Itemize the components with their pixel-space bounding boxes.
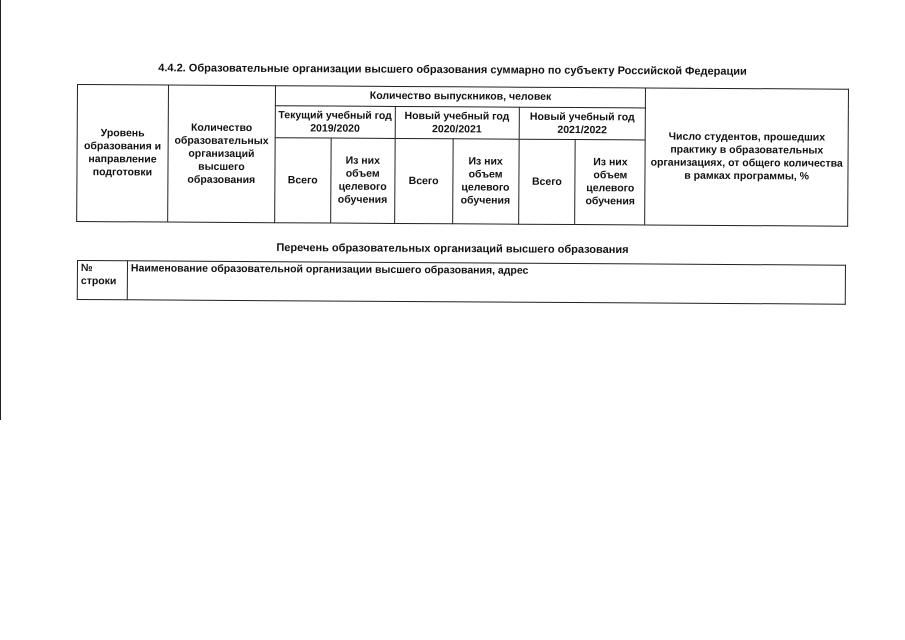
header-year-1: Текущий учебный год 2019/2020 — [275, 106, 395, 139]
header-year-3: Новый учебный год 2021/2022 — [519, 107, 646, 140]
header-row-number: № строки — [77, 261, 127, 300]
header-year-3-targeted: Из них объем целевого обучения — [575, 140, 645, 225]
header-year-2-total: Всего — [394, 139, 452, 224]
summary-table — [76, 84, 849, 227]
header-level: Уровень образования и направление подготовки — [77, 85, 169, 223]
header-year-3-total: Всего — [518, 140, 575, 225]
header-organization-name: Наименование образовательной организации высшего образования, адрес — [127, 261, 845, 304]
organizations-list-table — [77, 260, 846, 305]
header-year-1-targeted: Из них объем целевого обучения — [330, 138, 394, 223]
header-year-1-total: Всего — [275, 138, 331, 223]
header-year-2: Новый учебный год 2020/2021 — [395, 107, 519, 140]
section-title: 4.4.2. Образовательные организации высшего образования суммарно по субъекту Российской Федерации — [158, 62, 747, 78]
list-title: Перечень образовательных организаций высшего образования — [276, 241, 629, 257]
header-year-2-targeted: Из них объем целевого обучения — [452, 139, 518, 224]
header-students-practice: Число студентов, прошедших практику в образовательных организациях, от общего количества в рамках программы, % — [645, 88, 848, 226]
header-org-count: Количество образовательных организаций высшего образования — [168, 85, 276, 223]
header-graduates: Количество выпускников, человек — [275, 86, 646, 108]
